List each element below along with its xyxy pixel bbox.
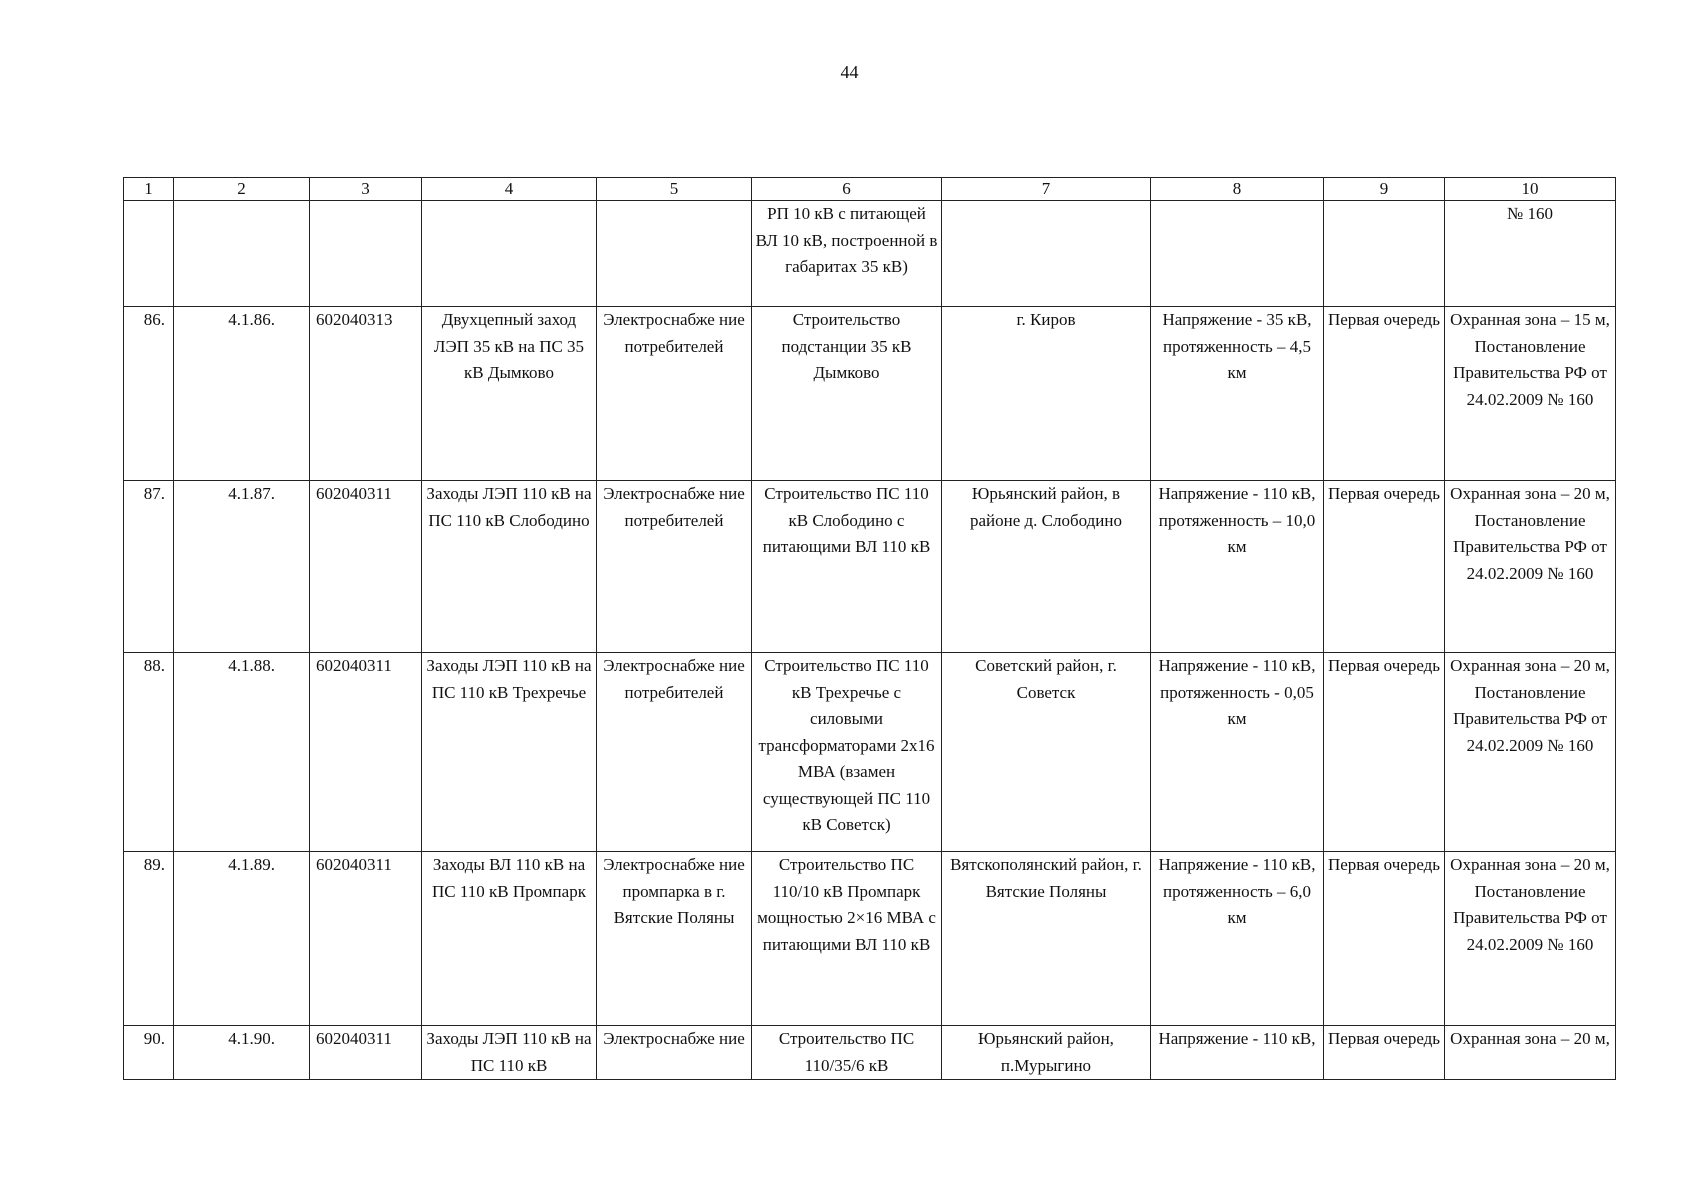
stage-cell: Первая очередь xyxy=(1324,653,1445,852)
location-cell: Вятскополянский район, г. Вятские Поляны xyxy=(942,852,1151,1026)
code-cell: 602040313 xyxy=(310,307,422,481)
description-cell: Строительство ПС 110/35/6 кВ xyxy=(752,1026,942,1080)
item-index-cell: 4.1.90. xyxy=(174,1026,310,1080)
characteristics-cell: Напряжение - 110 кВ, протяженность – 10,0 км xyxy=(1151,481,1324,653)
item-index-cell: 4.1.88. xyxy=(174,653,310,852)
header-cell: 7 xyxy=(942,178,1151,201)
purpose-cell: Электроснабже ние потребителей xyxy=(597,653,752,852)
description-cell: Строительство подстанции 35 кВ Дымково xyxy=(752,307,942,481)
description-cell: РП 10 кВ с питающей ВЛ 10 кВ, построенной в габаритах 35 кВ) xyxy=(752,201,942,307)
restriction-zone-cell: Охранная зона – 15 м, Постановление Правительства РФ от 24.02.2009 № 160 xyxy=(1445,307,1616,481)
purpose-cell xyxy=(597,201,752,307)
object-name-cell: Заходы ЛЭП 110 кВ на ПС 110 кВ Трехречье xyxy=(422,653,597,852)
location-cell: Юрьянский район, п.Мурыгино xyxy=(942,1026,1151,1080)
description-cell: Строительство ПС 110 кВ Трехречье с силовыми трансформаторами 2х16 МВА (взамен существующей ПС 110 кВ Советск) xyxy=(752,653,942,852)
row-number-cell: 86. xyxy=(124,307,174,481)
header-cell: 8 xyxy=(1151,178,1324,201)
row-number-cell: 87. xyxy=(124,481,174,653)
table-row xyxy=(124,852,1616,1026)
item-index-cell xyxy=(174,201,310,307)
restriction-zone-cell: Охранная зона – 20 м, Постановление Правительства РФ от 24.02.2009 № 160 xyxy=(1445,653,1616,852)
header-cell: 9 xyxy=(1324,178,1445,201)
purpose-cell: Электроснабже ние xyxy=(597,1026,752,1080)
page-number: 44 xyxy=(840,62,859,82)
location-cell xyxy=(942,201,1151,307)
code-cell: 602040311 xyxy=(310,1026,422,1080)
characteristics-cell: Напряжение - 35 кВ, протяженность – 4,5 км xyxy=(1151,307,1324,481)
object-name-cell: Заходы ЛЭП 110 кВ на ПС 110 кВ Слободино xyxy=(422,481,597,653)
characteristics-cell: Напряжение - 110 кВ, xyxy=(1151,1026,1324,1080)
header-cell: 2 xyxy=(174,178,310,201)
purpose-cell: Электроснабже ние потребителей xyxy=(597,481,752,653)
characteristics-cell xyxy=(1151,201,1324,307)
object-name-cell: Двухцепный заход ЛЭП 35 кВ на ПС 35 кВ Дымково xyxy=(422,307,597,481)
table-row xyxy=(124,307,1616,481)
row-number-cell: 89. xyxy=(124,852,174,1026)
restriction-zone-cell: Охранная зона – 20 м, Постановление Правительства РФ от 24.02.2009 № 160 xyxy=(1445,852,1616,1026)
object-name-cell: Заходы ЛЭП 110 кВ на ПС 110 кВ xyxy=(422,1026,597,1080)
code-cell xyxy=(310,201,422,307)
characteristics-cell: Напряжение - 110 кВ, протяженность - 0,05 км xyxy=(1151,653,1324,852)
object-name-cell xyxy=(422,201,597,307)
item-index-cell: 4.1.89. xyxy=(174,852,310,1026)
code-cell: 602040311 xyxy=(310,481,422,653)
table-row xyxy=(124,481,1616,653)
row-number-cell: 88. xyxy=(124,653,174,852)
header-cell: 1 xyxy=(124,178,174,201)
stage-cell: Первая очередь xyxy=(1324,481,1445,653)
location-cell: Советский район, г. Советск xyxy=(942,653,1151,852)
header-cell: 4 xyxy=(422,178,597,201)
restriction-zone-cell: Охранная зона – 20 м, Постановление Правительства РФ от 24.02.2009 № 160 xyxy=(1445,481,1616,653)
stage-cell xyxy=(1324,201,1445,307)
restriction-zone-cell: № 160 xyxy=(1445,201,1616,307)
header-cell: 6 xyxy=(752,178,942,201)
stage-cell: Первая очередь xyxy=(1324,307,1445,481)
code-cell: 602040311 xyxy=(310,653,422,852)
header-cell: 3 xyxy=(310,178,422,201)
document-table xyxy=(123,177,1616,1080)
code-cell: 602040311 xyxy=(310,852,422,1026)
restriction-zone-cell: Охранная зона – 20 м, xyxy=(1445,1026,1616,1080)
stage-cell: Первая очередь xyxy=(1324,1026,1445,1080)
table-row xyxy=(124,201,1616,307)
characteristics-cell: Напряжение - 110 кВ, протяженность – 6,0 км xyxy=(1151,852,1324,1026)
location-cell: Юрьянский район, в районе д. Слободино xyxy=(942,481,1151,653)
row-number-cell xyxy=(124,201,174,307)
purpose-cell: Электроснабже ние потребителей xyxy=(597,307,752,481)
description-cell: Строительство ПС 110 кВ Слободино с питающими ВЛ 110 кВ xyxy=(752,481,942,653)
item-index-cell: 4.1.86. xyxy=(174,307,310,481)
item-index-cell: 4.1.87. xyxy=(174,481,310,653)
header-cell: 5 xyxy=(597,178,752,201)
table-row xyxy=(124,653,1616,852)
object-name-cell: Заходы ВЛ 110 кВ на ПС 110 кВ Промпарк xyxy=(422,852,597,1026)
table-row xyxy=(124,1026,1616,1080)
location-cell: г. Киров xyxy=(942,307,1151,481)
description-cell: Строительство ПС 110/10 кВ Промпарк мощностью 2×16 МВА с питающими ВЛ 110 кВ xyxy=(752,852,942,1026)
row-number-cell: 90. xyxy=(124,1026,174,1080)
header-cell: 10 xyxy=(1445,178,1616,201)
purpose-cell: Электроснабже ние промпарка в г. Вятские Поляны xyxy=(597,852,752,1026)
table-header-row xyxy=(124,178,1616,201)
stage-cell: Первая очередь xyxy=(1324,852,1445,1026)
